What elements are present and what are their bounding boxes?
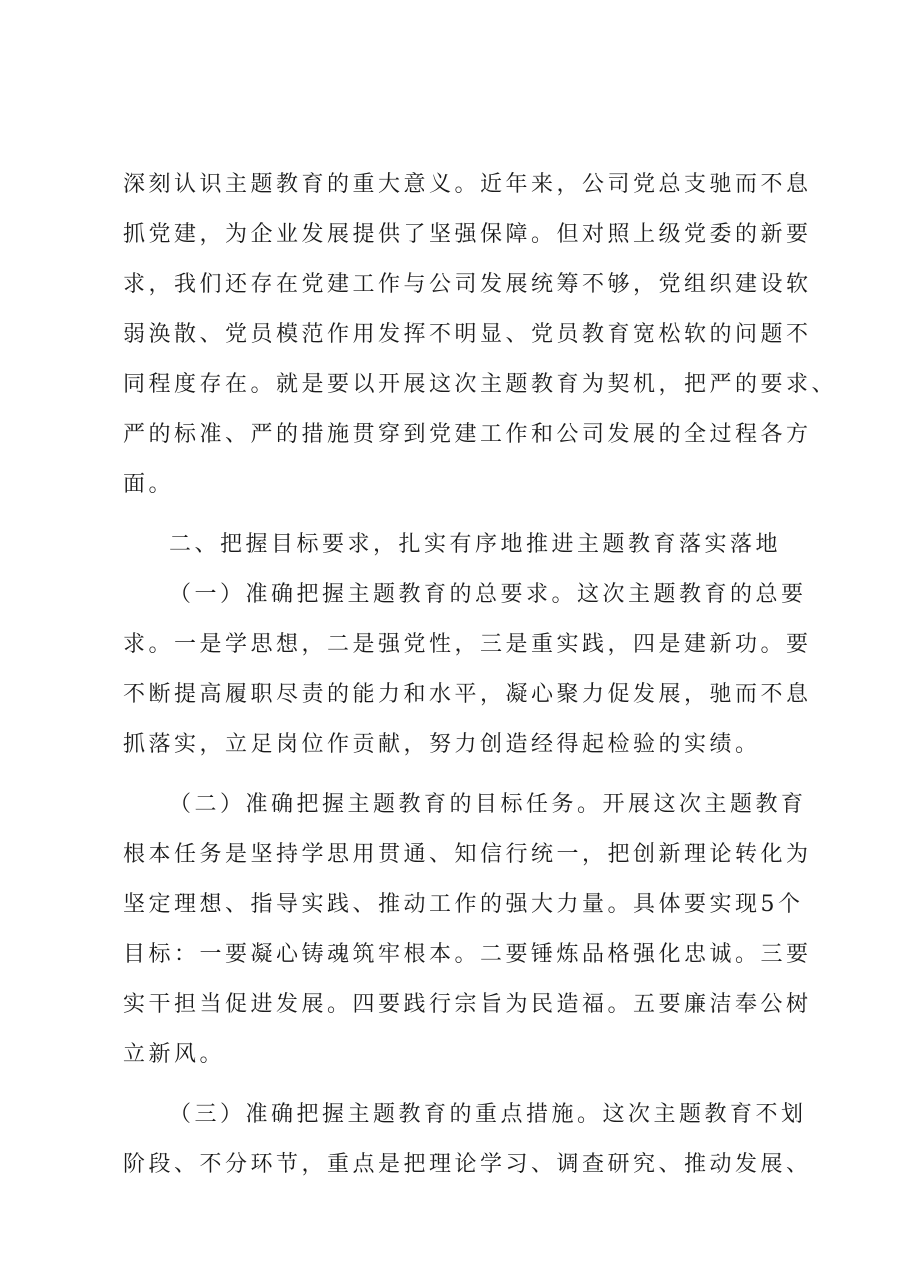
text-line: 严的标准、严的措施贯穿到党建工作和公司发展的全过程各方	[123, 422, 812, 447]
text-line: （一）准确把握主题教育的总要求。这次主题教育的总要	[169, 582, 807, 607]
paragraph	[123, 1090, 812, 1190]
document-body	[123, 160, 838, 1190]
paragraph-gap	[123, 1080, 803, 1090]
text-line: 求，我们还存在党建工作与公司发展统筹不够，党组织建设软	[123, 272, 812, 297]
text-line: 立新风。	[123, 1042, 226, 1067]
text-line: 实干担当促进发展。四要践行宗旨为民造福。五要廉洁奉公树	[123, 992, 812, 1017]
text-line: 坚定理想、指导实践、推动工作的强大力量。具体要实现5个	[123, 892, 804, 917]
text-line: 深刻认识主题教育的重大意义。近年来，公司党总支驰而不息	[123, 172, 812, 197]
text-line: 同程度存在。就是要以开展这次主题教育为契机，把严的要求、	[123, 372, 838, 397]
text-line: （三）准确把握主题教育的重点措施。这次主题教育不划	[169, 1102, 807, 1127]
text-line: 目标：一要凝心铸魂筑牢根本。二要锤炼品格强化忠诚。三要	[123, 942, 812, 967]
paragraph-gap	[123, 770, 803, 780]
paragraph-gap	[123, 510, 803, 520]
paragraph	[123, 570, 812, 770]
text-line: 面。	[123, 472, 175, 497]
text-line: 根本任务是坚持学思用贯通、知信行统一，把创新理论转化为	[123, 842, 812, 867]
text-line: 抓落实，立足岗位作贡献，努力创造经得起检验的实绩。	[123, 732, 761, 757]
paragraph	[123, 780, 812, 1080]
section-heading-text: 二、把握目标要求，扎实有序地推进主题教育落实落地	[169, 532, 782, 557]
text-line: 阶段、不分环节，重点是把理论学习、调查研究、推动发展、	[123, 1152, 812, 1177]
text-line: 求。一是学思想，二是强党性，三是重实践，四是建新功。要	[123, 632, 812, 657]
text-line: 抓党建，为企业发展提供了坚强保障。但对照上级党委的新要	[123, 222, 812, 247]
section-heading	[123, 520, 803, 570]
text-line: （二）准确把握主题教育的目标任务。开展这次主题教育	[169, 792, 807, 817]
text-line: 不断提高履职尽责的能力和水平，凝心聚力促发展，驰而不息	[123, 682, 812, 707]
text-line: 弱涣散、党员模范作用发挥不明显、党员教育宽松软的问题不	[123, 322, 812, 347]
paragraph	[123, 160, 838, 510]
